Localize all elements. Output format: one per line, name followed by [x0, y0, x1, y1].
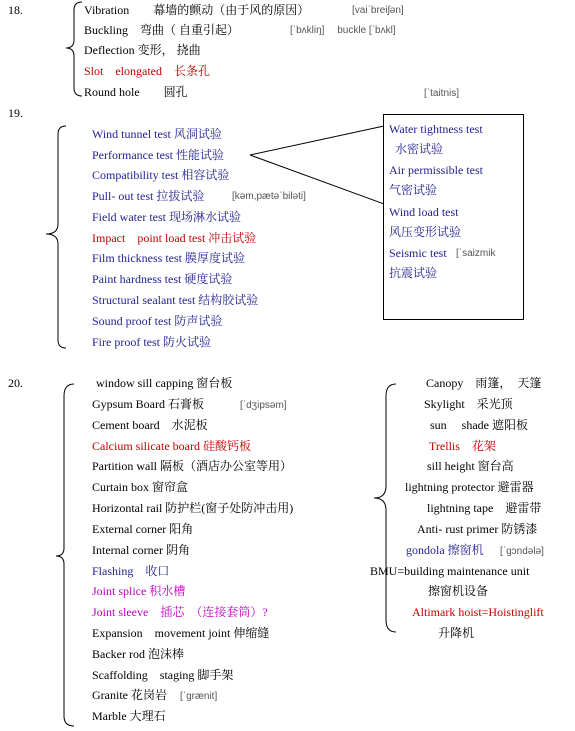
list-item: lightning tape 避雷带 — [427, 501, 542, 515]
list-item: Film thickness test 膜厚度试验 — [92, 251, 246, 265]
list-item: Backer rod 泡沫棒 — [92, 647, 184, 661]
brace-18 — [66, 2, 82, 96]
list-item: Gypsum Board 石膏板 — [92, 397, 204, 411]
phonetic: [ˈsaizmik — [456, 248, 496, 259]
list-item: Round hole 圆孔 — [84, 85, 188, 99]
phonetic: [vaiˈbreiʃən] — [352, 5, 404, 16]
box-item: Air permissible test — [389, 163, 483, 177]
list-item: Compatibility test 相容试验 — [92, 168, 230, 182]
list-item: Vibration 幕墙的颤动（由于风的原因） — [84, 3, 310, 17]
phonetic: [ˈbʌkliŋ] buckle [ˈbʌkl] — [290, 25, 396, 36]
phonetic: [ˈɡɔndələ] — [500, 546, 544, 557]
list-item: Calcium silicate board 硅酸钙板 — [92, 439, 251, 453]
brace-20-left — [56, 384, 74, 726]
list-item: Cement board 水泥板 — [92, 418, 208, 432]
list-item: Granite 花岗岩 — [92, 688, 167, 702]
list-item: Skylight 采光顶 — [424, 397, 513, 411]
list-item: Joint splice 积水槽 — [92, 584, 186, 598]
list-item: Altimark hoist=Hoistinglift — [412, 605, 544, 619]
list-item: Internal corner 阴角 — [92, 543, 190, 557]
section-18-number: 18. — [8, 3, 23, 17]
list-item: Curtain box 窗帘盒 — [92, 480, 188, 494]
connector-line — [250, 155, 384, 204]
list-item: Scaffolding staging 脚手架 — [92, 668, 234, 682]
list-item: Slot elongated 长条孔 — [84, 64, 210, 78]
list-item: Anti- rust primer 防锈漆 — [417, 522, 538, 536]
list-item: External corner 阳角 — [92, 522, 194, 536]
list-item: window sill capping 窗台板 — [96, 376, 233, 390]
list-item: gondola 擦窗机 — [406, 543, 484, 557]
list-item: Field water test 现场淋水试验 — [92, 210, 241, 224]
list-item: Expansion movement joint 伸缩缝 — [92, 626, 270, 640]
list-item: Pull- out test 拉拔试验 — [92, 189, 205, 203]
box-item: 气密试验 — [389, 183, 438, 197]
phonetic: [ˈɡrænit] — [180, 691, 218, 702]
list-item: Deflection 变形， 挠曲 — [84, 43, 201, 57]
list-item: Performance test 性能试验 — [92, 148, 224, 162]
list-item: Structural sealant test 结构胶试验 — [92, 293, 259, 307]
phonetic: [kəm,pætəˈbiləti] — [232, 191, 306, 202]
list-item: Flashing 收口 — [92, 564, 170, 578]
brace-19 — [46, 126, 66, 348]
list-item: Marble 大理石 — [92, 709, 166, 723]
list-item: BMU=building maintenance unit — [370, 564, 530, 578]
list-item: 擦窗机设备 — [428, 584, 489, 598]
section-20-number: 20. — [8, 376, 23, 390]
list-item: Fire proof test 防火试验 — [92, 335, 211, 349]
list-item: Impact point load test 冲击试验 — [92, 231, 257, 245]
list-item: Wind tunnel test 风洞试验 — [92, 127, 222, 141]
phonetic: [ˈdʒipsəm] — [240, 400, 287, 411]
list-item: 升降机 — [438, 626, 475, 640]
list-item: Joint sleeve 插芯 （连接套筒）? — [92, 605, 268, 619]
list-item: Canopy 雨篷， 天篷 — [426, 376, 542, 390]
brace-20-right — [374, 384, 396, 632]
phonetic: [ˈtaitnis] — [424, 88, 460, 99]
list-item: Partition wall 隔板（酒店办公室等用） — [92, 459, 292, 473]
connector-line — [250, 126, 384, 155]
box-item: 风压变形试验 — [389, 225, 462, 239]
list-item: Trellis 花架 — [429, 439, 496, 453]
list-item: Horizontal rail 防护栏(窗子处防冲击用) — [92, 501, 294, 515]
list-item: Sound proof test 防声试验 — [92, 314, 223, 328]
box-item: 水密试验 — [395, 142, 444, 156]
list-item: lightning protector 避雷器 — [405, 480, 534, 494]
list-item: sill height 窗台高 — [427, 459, 514, 473]
section-19-number: 19. — [8, 106, 23, 120]
list-item: sun shade 遮阳板 — [430, 418, 528, 432]
list-item: Buckling 弯曲（ 自重引起） — [84, 23, 239, 37]
box-item: 抗震试验 — [389, 266, 438, 280]
box-item: Wind load test — [389, 205, 459, 219]
box-item: Seismic test — [389, 246, 447, 260]
list-item: Paint hardness test 硬度试验 — [92, 272, 233, 286]
box-item: Water tightness test — [389, 122, 483, 136]
